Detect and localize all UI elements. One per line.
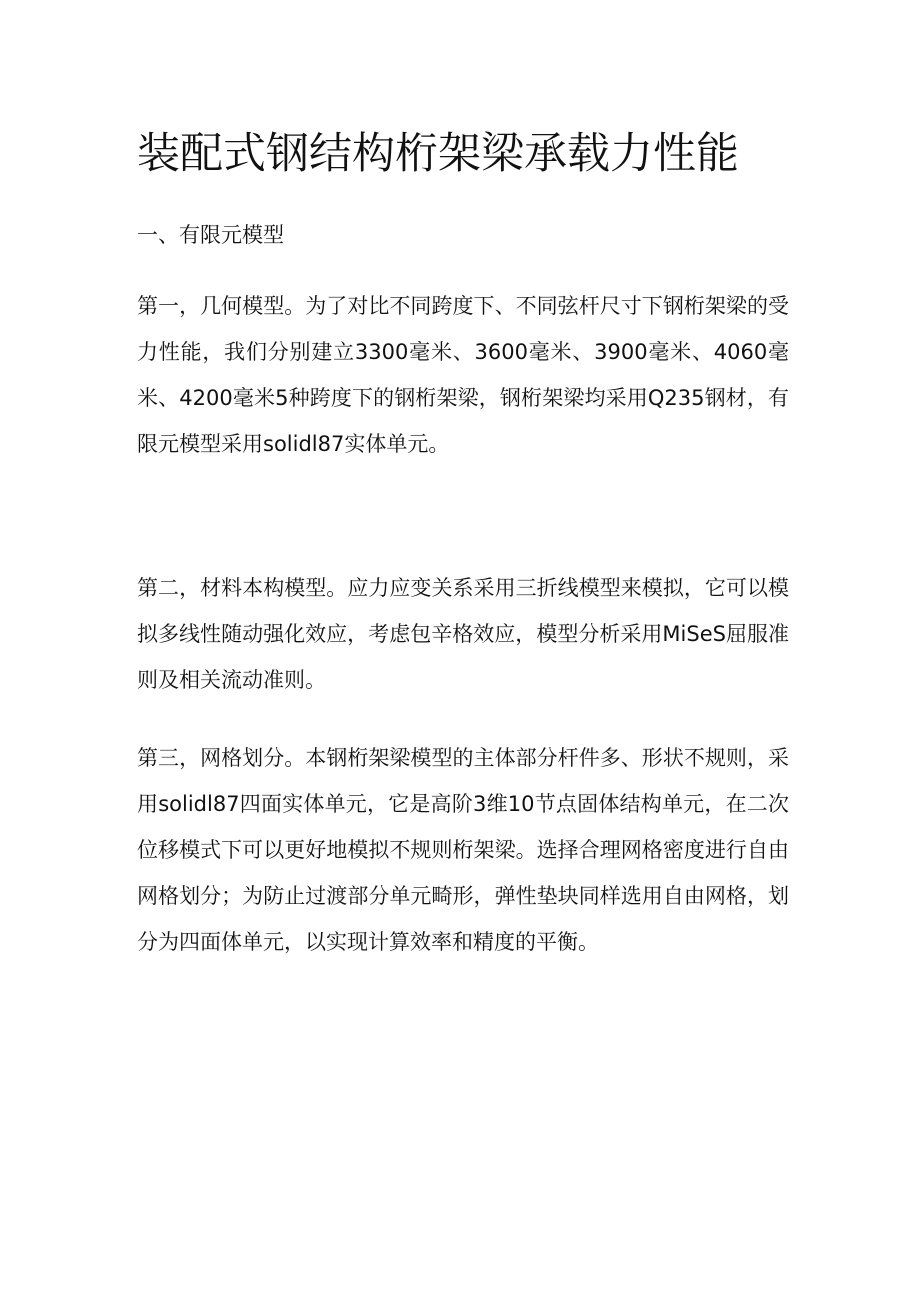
paragraph-geometry-model: 第一，几何模型。为了对比不同跨度下、不同弦杆尺寸下钢桁架梁的受力性能，我们分别建立3300毫米、3600毫米、3900毫米、4060毫米、4200毫米5种跨度下的钢桁架梁，钢桁架梁均采用Q235钢材，有限元模型采用solidl87实体单元。	[137, 294, 789, 456]
section-heading: 一、有限元模型	[137, 223, 284, 247]
paragraph-mesh: 第三，网格划分。本钢桁架梁模型的主体部分杆件多、形状不规则，采用solidl87四面实体单元，它是高阶3维10节点固体结构单元，在二次位移模式下可以更好地模拟不规则桁架梁。选择合理网格密度进行自由网格划分；为防止过渡部分单元畸形，弹性垫块同样选用自由网格，划分为四面体单元，以实现计算效率和精度的平衡。	[137, 746, 789, 954]
paragraph-material-model: 第二，材料本构模型。应力应变关系采用三折线模型来模拟，它可以模拟多线性随动强化效应，考虑包辛格效应，模型分析采用MiSeS屈服准则及相关流动准则。	[137, 576, 789, 692]
document-title: 装配式钢结构桁架梁承载力性能	[137, 129, 739, 179]
